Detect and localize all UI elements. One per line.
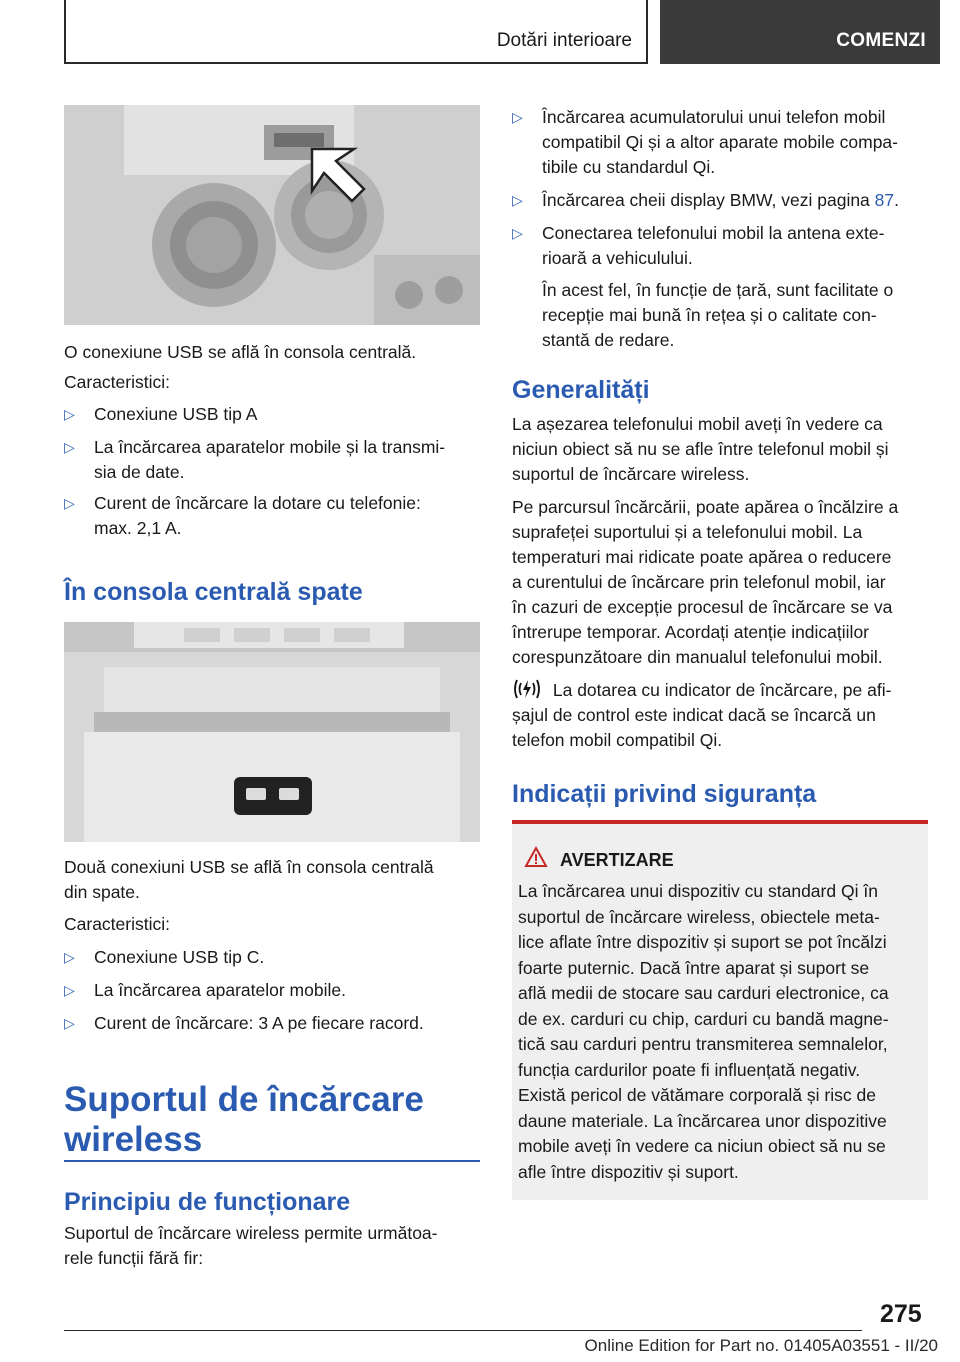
caption-rear-usb-line2: din spate. <box>64 882 140 902</box>
principle-text-line1: Suportul de încărcare wireless permite următoa- <box>64 1223 438 1243</box>
principle-text-line2: rele funcții fără fir: <box>64 1248 204 1268</box>
general-paragraph-2-line: temperaturi mai ridicate poate apărea o reducere <box>512 547 892 567</box>
heading-general: Generalități <box>512 376 650 404</box>
general-paragraph-2-line: suprafeței suportului și a telefonului mobil. La <box>512 522 863 542</box>
features-label-2: Caracteristici: <box>64 914 170 934</box>
chapter-title-line2: wireless <box>64 1120 203 1159</box>
front-console-illustration <box>64 105 480 325</box>
general-paragraph-1-line: niciun obiect să nu se afle între telefonul mobil și <box>512 439 889 459</box>
caption-rear-usb-line1: Două conexiuni USB se află în consola centrală <box>64 857 434 877</box>
header-chapter-title: COMENZI <box>836 30 926 51</box>
front-console-usb-photo <box>64 105 480 325</box>
bullet-triangle-icon: ▷ <box>64 439 75 455</box>
bullet-triangle-icon: ▷ <box>512 109 523 125</box>
general-paragraph-1-line: suportul de încărcare wireless. <box>512 464 750 484</box>
general-paragraph-2-line: întrerupe temporar. Acordați atenție indicațiilor <box>512 622 869 642</box>
bullet-triangle-icon: ▷ <box>64 406 75 422</box>
page-number: 275 <box>880 1300 922 1328</box>
warning-title: AVERTIZARE <box>560 850 674 870</box>
charging-indicator-line: telefon mobil compatibil Qi. <box>512 730 723 750</box>
chapter-title-underline <box>64 1160 480 1162</box>
general-paragraph-2-line: corespunzătoare din manualul telefonului mobil. <box>512 647 883 667</box>
charging-indicator-line: șajul de control este indicat dacă se încarcă un <box>512 705 876 725</box>
wireless-charging-icon <box>512 678 542 700</box>
general-paragraph-2-line: Pe parcursul încărcării, poate apărea o încălzire a <box>512 497 899 517</box>
bullet-triangle-icon: ▷ <box>512 225 523 241</box>
bullet-triangle-icon: ▷ <box>64 949 75 965</box>
heading-rear-console: În consola centrală spate <box>64 578 363 606</box>
general-paragraph-2-line: în cazuri de excepție procesul de încărcare se va <box>512 597 893 617</box>
bullet-triangle-icon: ▷ <box>64 495 75 511</box>
warning-triangle-icon <box>524 846 548 873</box>
header-chapter-tab <box>660 0 940 64</box>
rear-console-usb-photo <box>64 622 480 842</box>
general-paragraph-1-line: La așezarea telefonului mobil aveți în vedere ca <box>512 414 883 434</box>
heading-safety: Indicații privind siguranța <box>512 780 817 808</box>
header-section-title: Dotări interioare <box>496 30 632 51</box>
page-reference-link[interactable]: 87 <box>874 190 895 210</box>
features-label-1: Caracteristici: <box>64 372 170 392</box>
bullet-triangle-icon: ▷ <box>64 982 75 998</box>
warning-box <box>512 820 928 1200</box>
warning-body: La încărcarea unui dispozitiv cu standard Qi în suportul de încărcare wireless, obiectele meta- lice aflate între dispozitiv și suport se pot încălzi foarte puternic. Dacă între aparat și suport se află medii de stocare sau carduri electronice, ca de ex. carduri cu chip, carduri cu bandă magne- tică sau carduri pentru transmiterea semnalelor, funcția cardurilor poate fi influențată negativ. Există pericol de vătămare corporală și risc de daune materiale. La încărcarea unor dispozitive mobile aveți în vedere ca niciun obiect să nu se afle între dispozitiv și suport. <box>518 881 889 1182</box>
heading-principle: Principiu de funcționare <box>64 1188 351 1216</box>
rear-console-illustration <box>64 622 480 842</box>
footer-divider <box>64 1330 862 1331</box>
charging-indicator-line: La dotarea cu indicator de încărcare, pe afi- <box>512 678 928 703</box>
header-section-tab <box>64 0 648 64</box>
general-paragraph-2-line: a curentului de încărcare prin telefonul mobil, iar <box>512 572 886 592</box>
chapter-title-line1: Suportul de încărcare <box>64 1080 424 1119</box>
bullet-triangle-icon: ▷ <box>512 192 523 208</box>
bullet-triangle-icon: ▷ <box>64 1015 75 1031</box>
footer-edition: Online Edition for Part no. 01405A03551 - II/20 <box>584 1336 938 1355</box>
caption-front-usb: O conexiune USB se află în consola centrală. <box>64 342 417 362</box>
